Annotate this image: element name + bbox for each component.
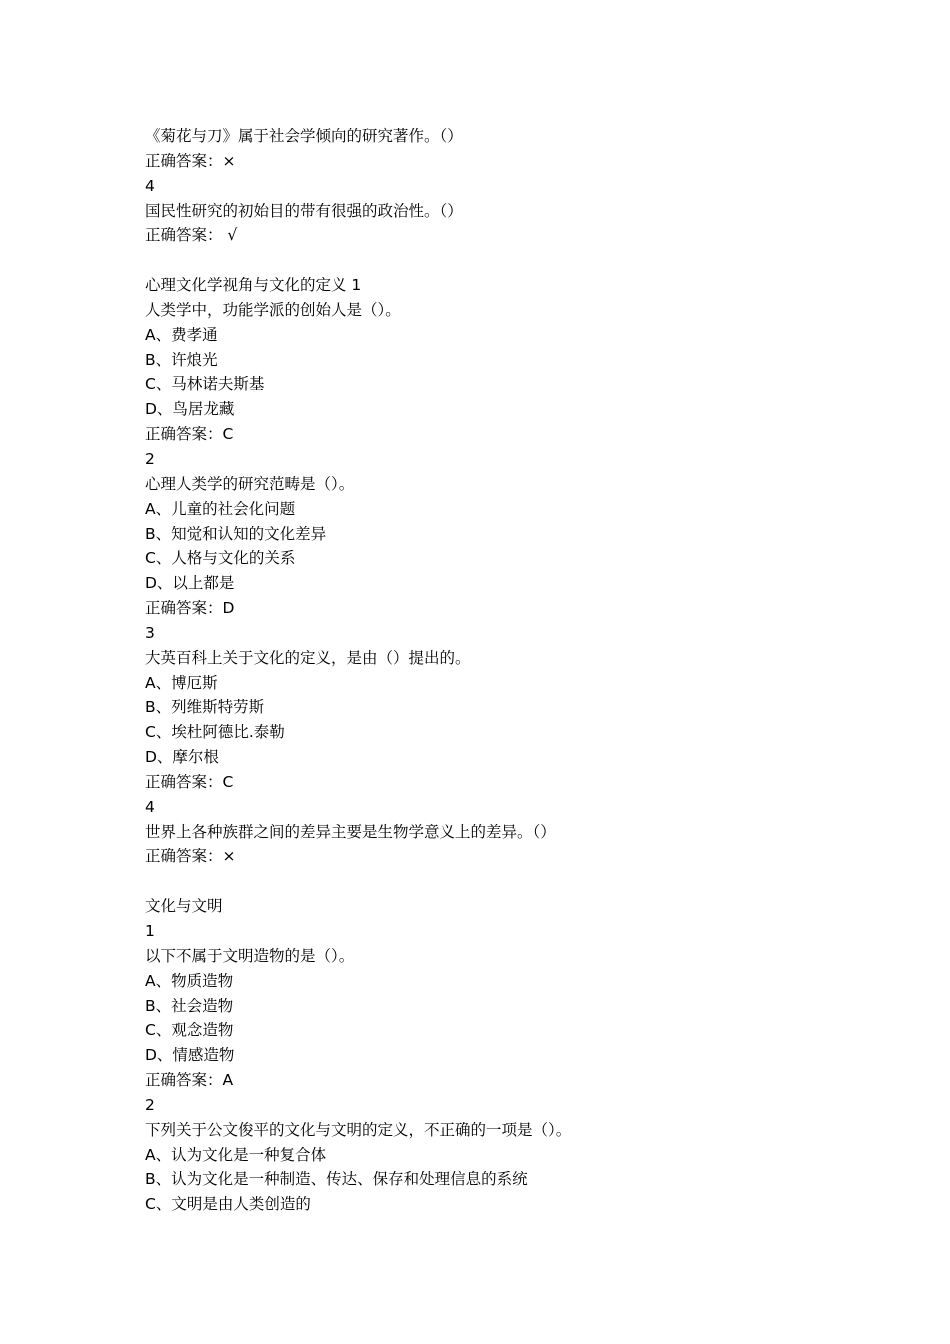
option-b: B、许烺光 [145, 350, 218, 369]
question-number: 4 [145, 797, 155, 816]
question-number: 4 [145, 176, 155, 195]
answer-line: 正确答案：D [145, 599, 235, 618]
question-text: 人类学中，功能学派的创始人是（）。 [145, 300, 401, 319]
section-gap [145, 248, 865, 273]
answer-line: 正确答案：× [145, 847, 236, 866]
section-heading: 文化与文明 [145, 897, 223, 916]
option-c: C、埃杜阿德比.泰勒 [145, 723, 285, 742]
question-number: 2 [145, 1095, 155, 1114]
option-b: B、社会造物 [145, 996, 234, 1015]
option-a: A、认为文化是一种复合体 [145, 1145, 327, 1164]
question-number: 2 [145, 449, 155, 468]
option-d: D、以上都是 [145, 574, 235, 593]
document-page [145, 124, 865, 1217]
option-c: C、人格与文化的关系 [145, 549, 296, 568]
option-a: A、费孝通 [145, 325, 218, 344]
answer-line: 正确答案：C [145, 425, 234, 444]
option-a: A、物质造物 [145, 971, 234, 990]
answer-line: 正确答案：C [145, 772, 234, 791]
answer-line: 正确答案： √ [145, 226, 238, 245]
option-d: D、鸟居龙藏 [145, 400, 235, 419]
question-text: 大英百科上关于文化的定义，是由（）提出的。 [145, 648, 471, 667]
option-d: D、摩尔根 [145, 748, 219, 767]
question-text: 以下不属于文明造物的是（）。 [145, 946, 355, 965]
question-text: 世界上各种族群之间的差异主要是生物学意义上的差异。（） [145, 822, 556, 841]
question-text: 心理人类学的研究范畴是（）。 [145, 474, 355, 493]
question-text: 下列关于公文俊平的文化与文明的定义，不正确的一项是（）。 [145, 1120, 572, 1139]
option-c: C、马林诺夫斯基 [145, 375, 265, 394]
question-number: 1 [145, 922, 155, 940]
answer-line: 正确答案：A [145, 1071, 234, 1090]
option-d: D、情感造物 [145, 1046, 235, 1065]
option-a: A、博厄斯 [145, 673, 218, 692]
answer-line: 正确答案：× [145, 151, 236, 170]
option-c: C、文明是由人类创造的 [145, 1195, 311, 1214]
section-gap [145, 869, 865, 894]
option-b: B、列维斯特劳斯 [145, 698, 265, 717]
question-number: 3 [145, 623, 155, 642]
option-b: B、认为文化是一种制造、传达、保存和处理信息的系统 [145, 1170, 528, 1189]
question-text: 《菊花与刀》属于社会学倾向的研究著作。（） [145, 127, 463, 145]
option-a: A、儿童的社会化问题 [145, 499, 296, 518]
option-b: B、知觉和认知的文化差异 [145, 524, 327, 543]
question-text: 国民性研究的初始目的带有很强的政治性。（） [145, 201, 463, 220]
option-c: C、观念造物 [145, 1021, 234, 1040]
section-heading: 心理文化学视角与文化的定义 1 [145, 276, 362, 295]
